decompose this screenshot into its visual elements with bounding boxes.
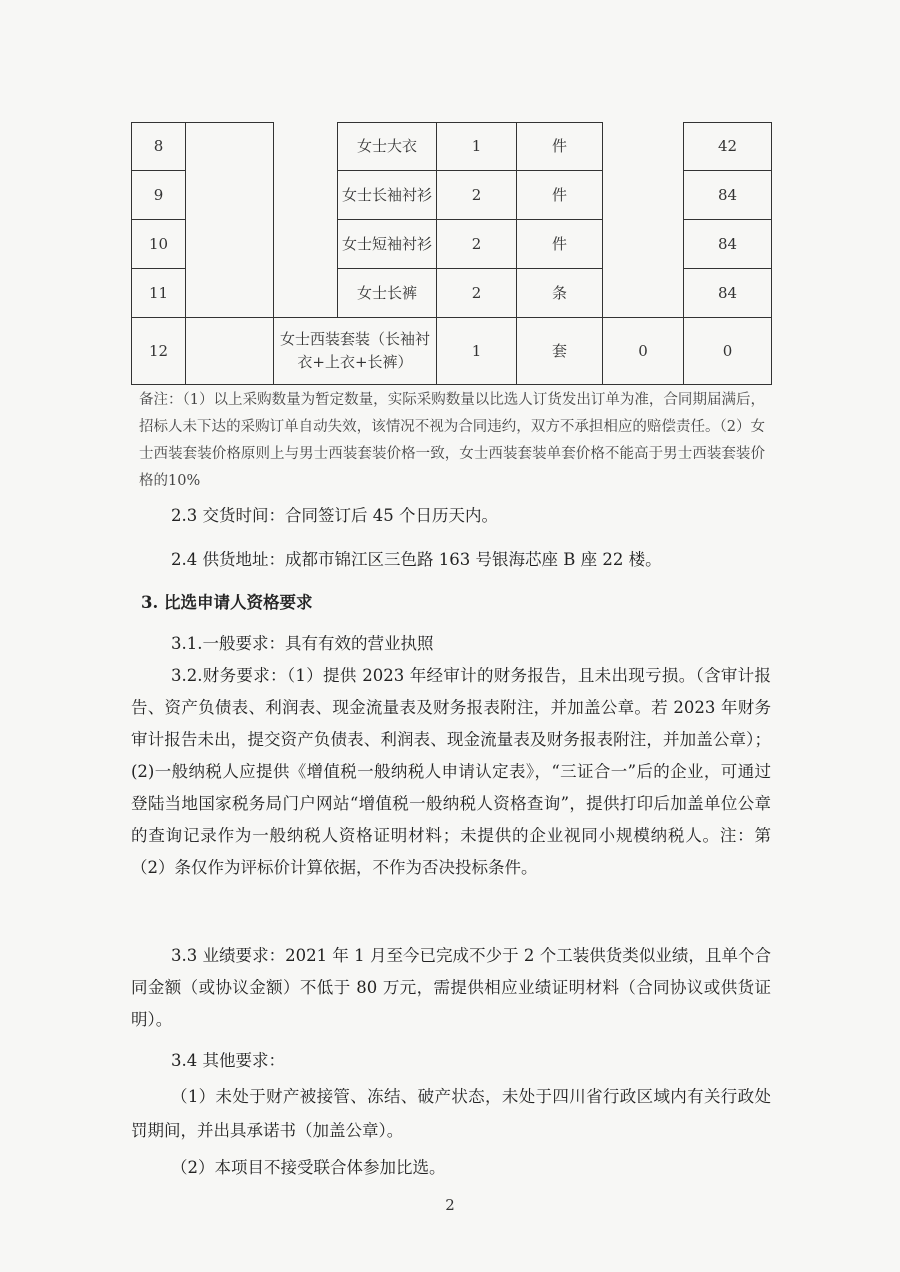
item-qty: 1 <box>437 123 517 171</box>
page-number: 2 <box>445 1196 455 1214</box>
section-3-3: 3.3 业绩要求：2021 年 1 月至今已完成不少于 2 个工装供货类似业绩，且单个合同金额（或协议金额）不低于 80 万元，需提供相应业绩证明材料（合同协议或供货证明）。 <box>131 946 771 1029</box>
row-number: 8 <box>132 123 186 171</box>
section-3-1: 3.1.一般要求：具有有效的营业执照 <box>171 634 434 653</box>
item-qty: 1 <box>437 318 517 385</box>
merged-cell <box>603 123 684 318</box>
table-note: 备注：（1）以上采购数量为暂定数量，实际采购数量以比选人订货发出订单为准，合同期届满后，招标人未下达的采购订单自动失效，该情况不视为合同违约，双方不承担相应的赔偿责任。（2）女士西装套装价格原则上与男士西装套装价格一致，女士西装套装单套价格不能高于男士西装套装价格的10% <box>139 392 765 489</box>
item-price: 0 <box>603 318 684 385</box>
item-name: 女士西装套装（长袖衬衣+上衣+长裤） <box>274 318 437 385</box>
item-qty: 2 <box>437 171 517 220</box>
item-unit: 套 <box>517 318 603 385</box>
item-unit: 件 <box>517 171 603 220</box>
item-total: 42 <box>684 123 772 171</box>
section-3-heading: 3. 比选申请人资格要求 <box>141 593 313 612</box>
row-number: 10 <box>132 220 186 269</box>
item-total: 84 <box>684 269 772 318</box>
merged-cell <box>186 123 274 318</box>
item-name: 女士大衣 <box>338 123 437 171</box>
section-2-4: 2.4 供货地址：成都市锦江区三色路 163 号银海芯座 B 座 22 楼。 <box>171 550 662 569</box>
item-total: 84 <box>684 220 772 269</box>
table-row <box>132 123 772 171</box>
row-number: 11 <box>132 269 186 318</box>
row-number: 9 <box>132 171 186 220</box>
item-name: 女士短袖衬衫 <box>338 220 437 269</box>
section-3-4: 3.4 其他要求： <box>171 1051 285 1070</box>
row-number: 12 <box>132 318 186 385</box>
item-unit: 条 <box>517 269 603 318</box>
section-3-4-2: （2）本项目不接受联合体参加比选。 <box>171 1158 446 1177</box>
item-unit: 件 <box>517 220 603 269</box>
section-3-4-1: （1）未处于财产被接管、冻结、破产状态，未处于四川省行政区域内有关行政处罚期间，并出具承诺书（加盖公章）。 <box>131 1087 771 1140</box>
items-table <box>131 122 772 385</box>
item-name: 女士长裤 <box>338 269 437 318</box>
blank-cell <box>186 318 274 385</box>
item-total: 0 <box>684 318 772 385</box>
item-qty: 2 <box>437 220 517 269</box>
item-name: 女士长袖衬衫 <box>338 171 437 220</box>
merged-cell <box>274 123 338 318</box>
item-total: 84 <box>684 171 772 220</box>
section-2-3: 2.3 交货时间：合同签订后 45 个日历天内。 <box>171 506 498 525</box>
table-row <box>132 318 772 385</box>
item-qty: 2 <box>437 269 517 318</box>
item-unit: 件 <box>517 123 603 171</box>
section-3-2: 3.2.财务要求：（1）提供 2023 年经审计的财务报告，且未出现亏损。（含审计报告、资产负债表、利润表、现金流量表及财务报表附注，并加盖公章。若 2023 年财务审计报告未出，提交资产负债表、利润表、现金流量表及财务报表附注，并加盖公章）；(2)一般纳税人应提供《增值税一般纳税人申请认定表》，“三证合一”后的企业，可通过登陆当地国家税务局门户网站“增值税一般纳税人资格查询”，提供打印后加盖单位公章的查询记录作为一般纳税人资格证明材料；未提供的企业视同小规模纳税人。注：第（2）条仅作为评标价计算依据，不作为否决投标条件。 <box>131 666 771 877</box>
